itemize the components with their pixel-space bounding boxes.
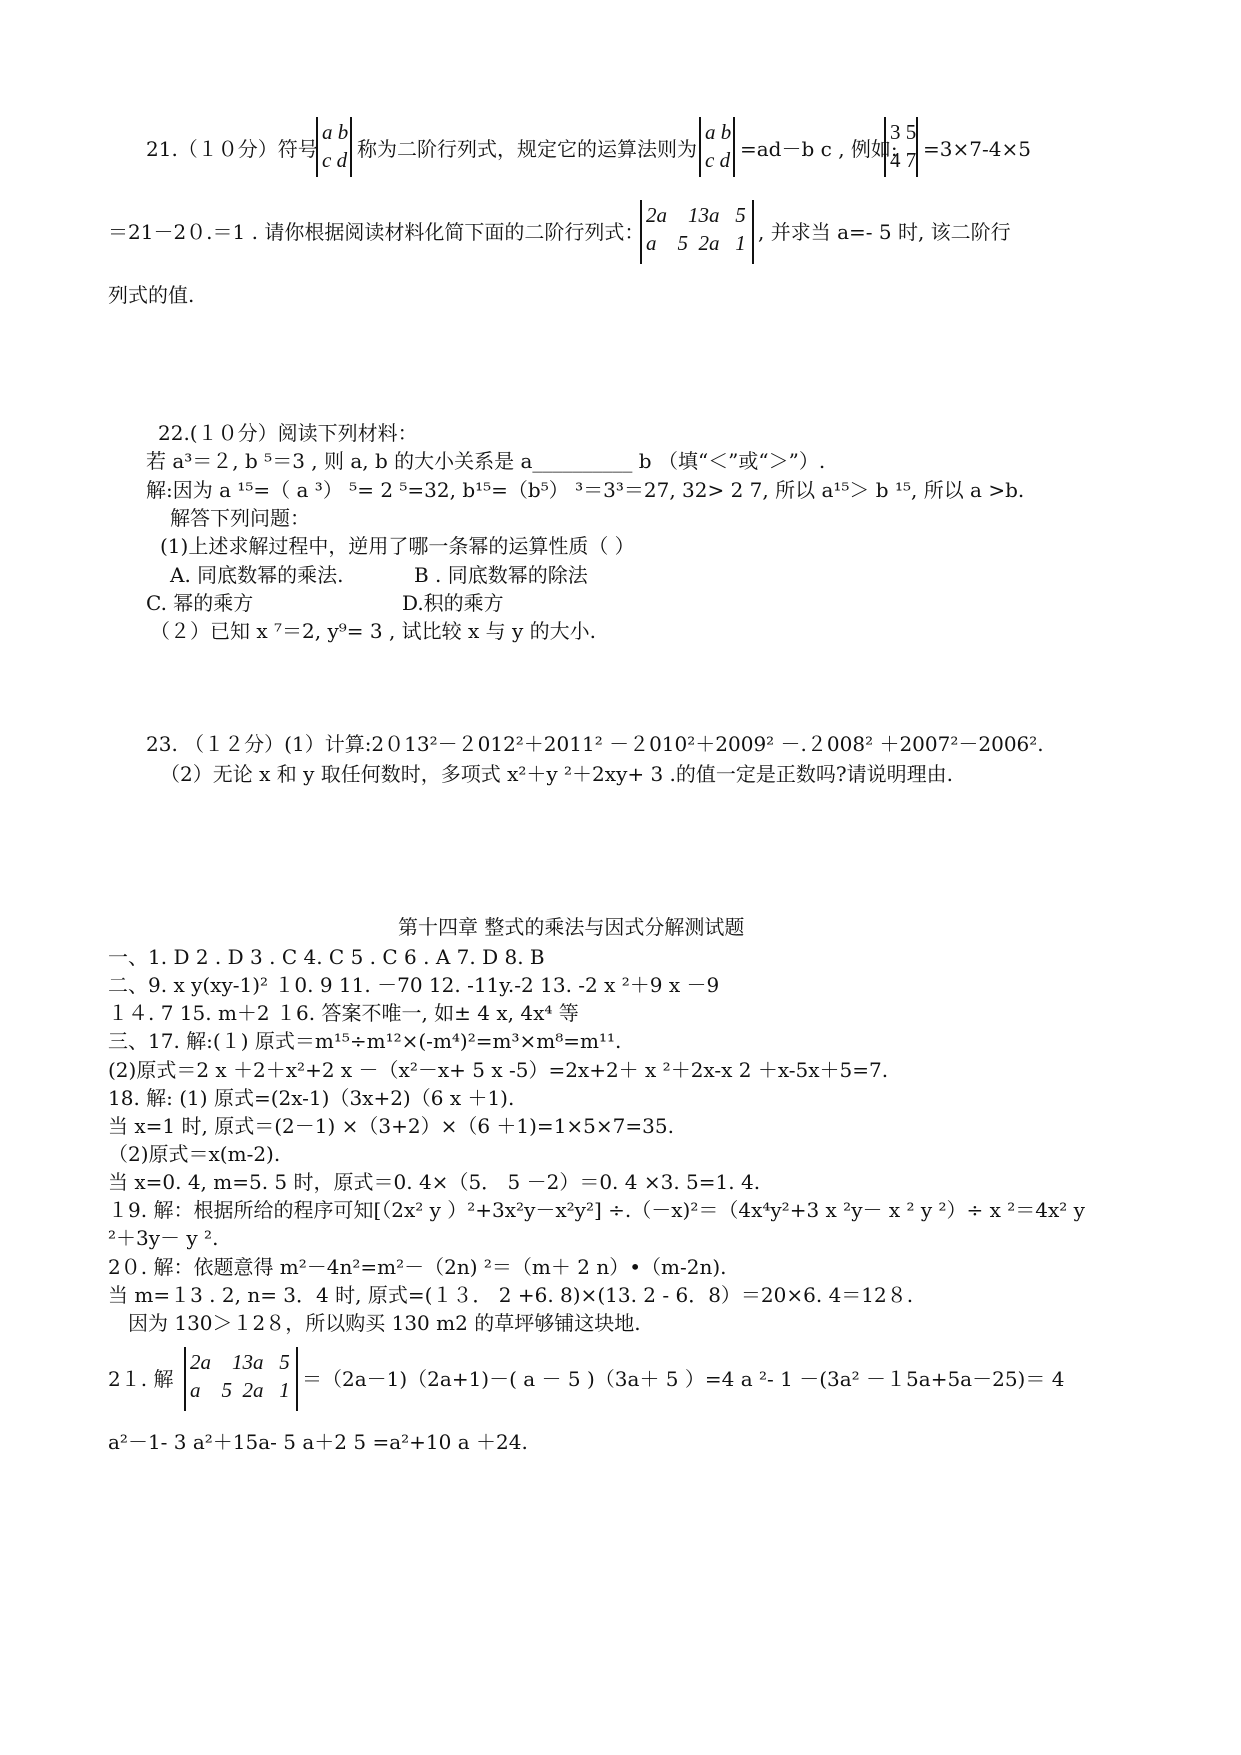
answer-line: 当 x=1 时, 原式＝(2－1) ×（3+2）×（6 ＋1)=1×5×7=35.	[108, 1114, 674, 1138]
det-row: a 5 2a 1	[646, 231, 746, 256]
answer-line: 三、17. 解:(１) 原式＝m¹⁵÷m¹²×(-m⁴)²=m³×m⁸=m¹¹.	[108, 1029, 622, 1053]
answer-line: 当 m=１3 . 2, n= 3．4 时, 原式=(１３． 2 +6. 8)×(13. 2 - 6．8）＝20×6. 4＝12８.	[108, 1283, 914, 1307]
q22-option-c: C. 幂的乘方	[146, 591, 254, 615]
answer-line: 一、1. D 2 . D 3 . C 4. C 5 . C 6 . A 7. D 8. B	[108, 945, 545, 969]
answer-line: （2)原式＝x(m-2).	[108, 1142, 281, 1166]
answer-line: ²＋3y－ y ².	[108, 1226, 219, 1250]
q21-line3: 列式的值.	[108, 283, 195, 307]
answer-line: 当 x=0. 4, m=5. 5 时，原式＝0. 4×（5． 5 －2）＝0. 4 ×3. 5=1. 4.	[108, 1170, 761, 1194]
determinant-abcd	[316, 117, 352, 177]
answer-line: 因为 130＞１2８，所以购买 130 m2 的草坪够铺这块地.	[128, 1311, 641, 1335]
q22-sub1: (1)上述求解过程中，逆用了哪一条幂的运算性质（ ）	[160, 534, 635, 558]
answer-line: 18. 解: (1) 原式=(2x-1)（3x+2)（6 x ＋1).	[108, 1086, 515, 1110]
q22-option-b: B . 同底数幂的除法	[414, 563, 588, 587]
det-row: a b	[322, 120, 349, 144]
det-row: 2a 13a 5	[646, 203, 746, 227]
q21-line2-text-a: ＝21－2０.＝1 . 请你根据阅读材料化简下面的二阶行列式：	[108, 220, 645, 244]
answer-line: １9. 解：根据所给的程序可知[（2x² y ）²+3x²y－x²y²] ÷.（－x)²＝（4x⁴y²+3 x ²y－ x ² y ²）÷ x ²＝4x² y	[108, 1198, 1085, 1222]
determinant-rule	[699, 117, 735, 177]
q22-prompt: 解答下列问题：	[170, 506, 310, 530]
q22-sub2: （２）已知 x ⁷＝2, y⁹= 3 , 试比较 x 与 y 的大小.	[150, 619, 597, 643]
q21-line1-text-c: =ad－b c , 例如:	[740, 137, 898, 161]
answer-line: (2)原式＝2 x ＋2＋x²+2 x －（x²－x+ 5 x -5）=2x+2＋ x ²＋2x-x 2 ＋x-5x＋5=7.	[108, 1058, 889, 1082]
answer-21-result: a²－1- 3 a²＋15a- 5 a＋2 5 =a²+10 a ＋24.	[108, 1430, 528, 1454]
answer-line: １４. 7 15. m＋2 １6. 答案不唯一, 如± 4 x, 4x⁴ 等	[108, 1001, 579, 1025]
det-row: 4 7	[890, 148, 917, 173]
q22-solution: 解:因为 a ¹⁵=（ a ³） ⁵= 2 ⁵=32, b¹⁵=（b⁵） ³＝3³＝27, 32> 2 7, 所以 a¹⁵＞ b ¹⁵, 所以 a >b.	[146, 478, 1025, 502]
q21-line1-text-d: =3×7-4×5	[923, 137, 1031, 161]
q22-option-d: D.积的乘方	[402, 591, 504, 615]
det-row: a b	[705, 120, 732, 144]
det-row: c d	[705, 148, 731, 173]
q21-line2-text-b: , 并求当 a=- 5 时, 该二阶行	[758, 220, 1011, 244]
answers-title: 第十四章 整式的乘法与因式分解测试题	[398, 915, 745, 939]
det-row: 2a 13a 5	[190, 1350, 290, 1374]
answer-21-label: 2１. 解	[108, 1367, 174, 1391]
q22-option-a: A. 同底数幂的乘法.	[170, 563, 344, 587]
det-row: 3 5	[890, 120, 917, 144]
answer-line: 二、9. x y(xy-1)² １0. 9 11. －70 12. -11y.-2 13. -2 x ²＋9 x －9	[108, 973, 720, 997]
determinant-question	[640, 200, 754, 264]
det-row: a 5 2a 1	[190, 1378, 290, 1403]
determinant-answer	[184, 1347, 298, 1411]
q23-sub2: （2）无论 x 和 y 取任何数时，多项式 x²＋y ²＋2xy+ 3 .的值一定是正数吗?请说明理由.	[160, 762, 953, 786]
answer-line: 2０. 解：依题意得 m²－4n²=m²－（2n) ²＝（m＋ 2 n）•（m-2n).	[108, 1255, 727, 1279]
q22-title: 22.(１０分）阅读下列材料：	[158, 421, 418, 445]
q21-line1-text-b: 称为二阶行列式，规定它的运算法则为	[357, 137, 697, 161]
q22-line: 若 a³＝２, b ⁵＝3 , 则 a, b 的大小关系是 a__________ b （填“＜”或“＞”）.	[146, 449, 826, 473]
q23-sub1: 23. （１２分）(1）计算:2０13²－２012²＋2011² －２010²＋2009² －.２008² ＋2007²－2006².	[146, 732, 1044, 756]
det-row: c d	[322, 148, 348, 173]
q21-line1-text-a: 21.（１０分）符号	[146, 137, 318, 161]
answer-21-expression: ＝（2a－1)（2a+1)－( a － 5 )（3a＋ 5 ）=4 a ²- 1 －(3a² －１5a+5a－25)＝ 4	[302, 1367, 1065, 1391]
determinant-example	[884, 117, 918, 177]
